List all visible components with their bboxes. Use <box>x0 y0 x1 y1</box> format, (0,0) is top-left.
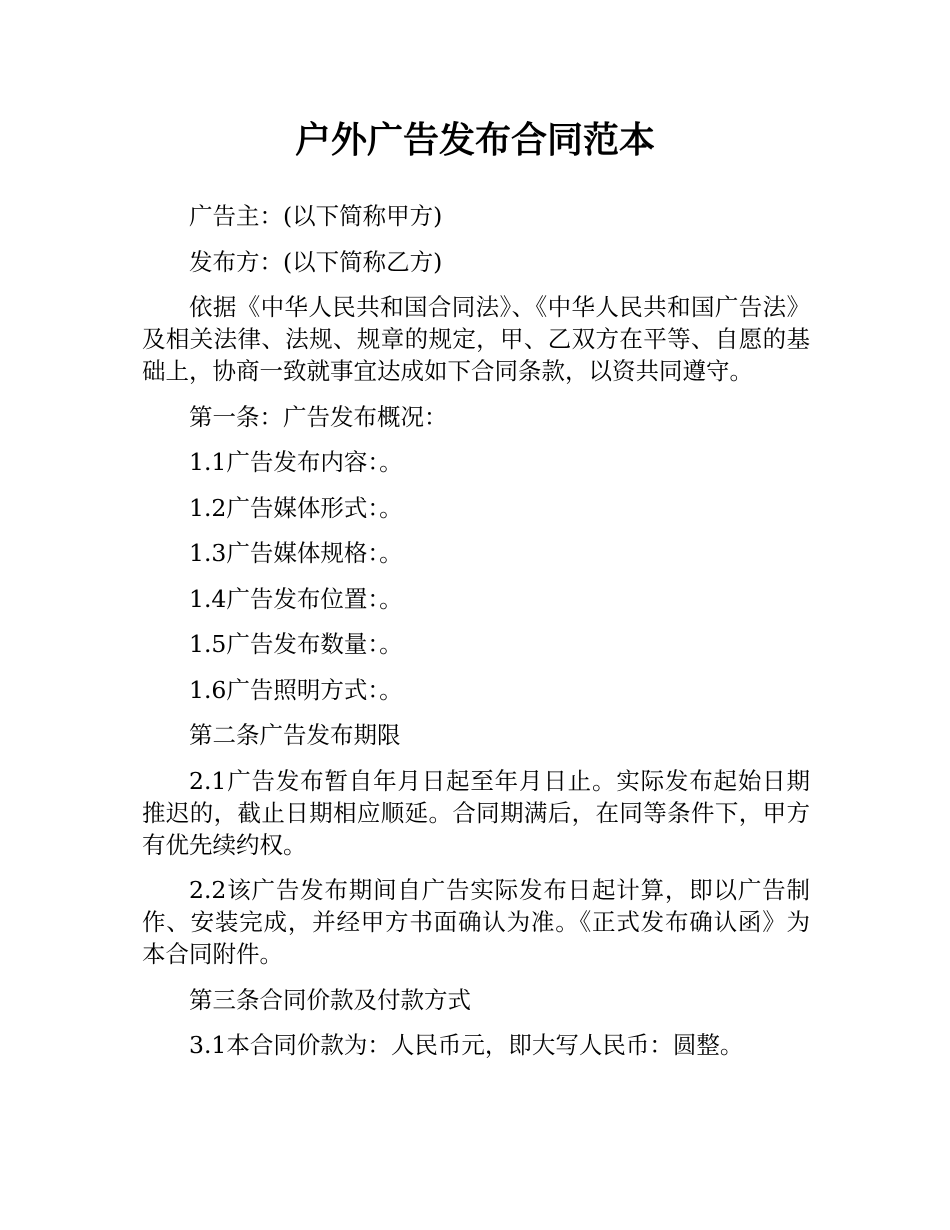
document-body <box>142 200 810 1075</box>
clause-1-6: 1.6广告照明方式：。 <box>189 675 403 704</box>
clause-3-1: 3.1本合同价款为：人民币元，即大写人民币：圆整。 <box>189 1031 744 1059</box>
clause-1-2: 1.2广告媒体形式：。 <box>189 493 403 522</box>
clause-2-1: 2.1广告发布暂自年月日起至年月日止。实际发布起始日期推迟的，截止日期相应顺延。合同期满后，在同等条件下，甲方有优先续约权。 <box>142 766 810 859</box>
preamble-paragraph: 依据《中华人民共和国合同法》、《中华人民共和国广告法》及相关法律、法规、规章的规定，甲、乙双方在平等、自愿的基础上，协商一致就事宜达成如下合同条款，以资共同遵守。 <box>142 293 810 385</box>
document-title: 户外广告发布合同范本 <box>294 120 655 161</box>
clause-2-2: 2.2该广告发布期间自广告实际发布日起计算，即以广告制作、安装完成，并经甲方书面确认为准。《正式发布确认函》为本合同附件。 <box>142 876 810 968</box>
clause-1-3: 1.3广告媒体规格：。 <box>189 539 403 567</box>
article-1-heading: 第一条：广告发布概况： <box>189 402 448 431</box>
article-2-heading: 第二条广告发布期限 <box>189 721 401 749</box>
article-3-heading: 第三条合同价款及付款方式 <box>189 985 471 1014</box>
clause-1-4: 1.4广告发布位置：。 <box>189 584 403 613</box>
party-b-line: 发布方：(以下简称乙方) <box>189 247 443 276</box>
clause-1-5: 1.5广告发布数量：。 <box>189 630 403 658</box>
party-a-line: 广告主：(以下简称甲方) <box>189 202 443 230</box>
clause-1-1: 1.1广告发布内容：。 <box>189 448 403 476</box>
